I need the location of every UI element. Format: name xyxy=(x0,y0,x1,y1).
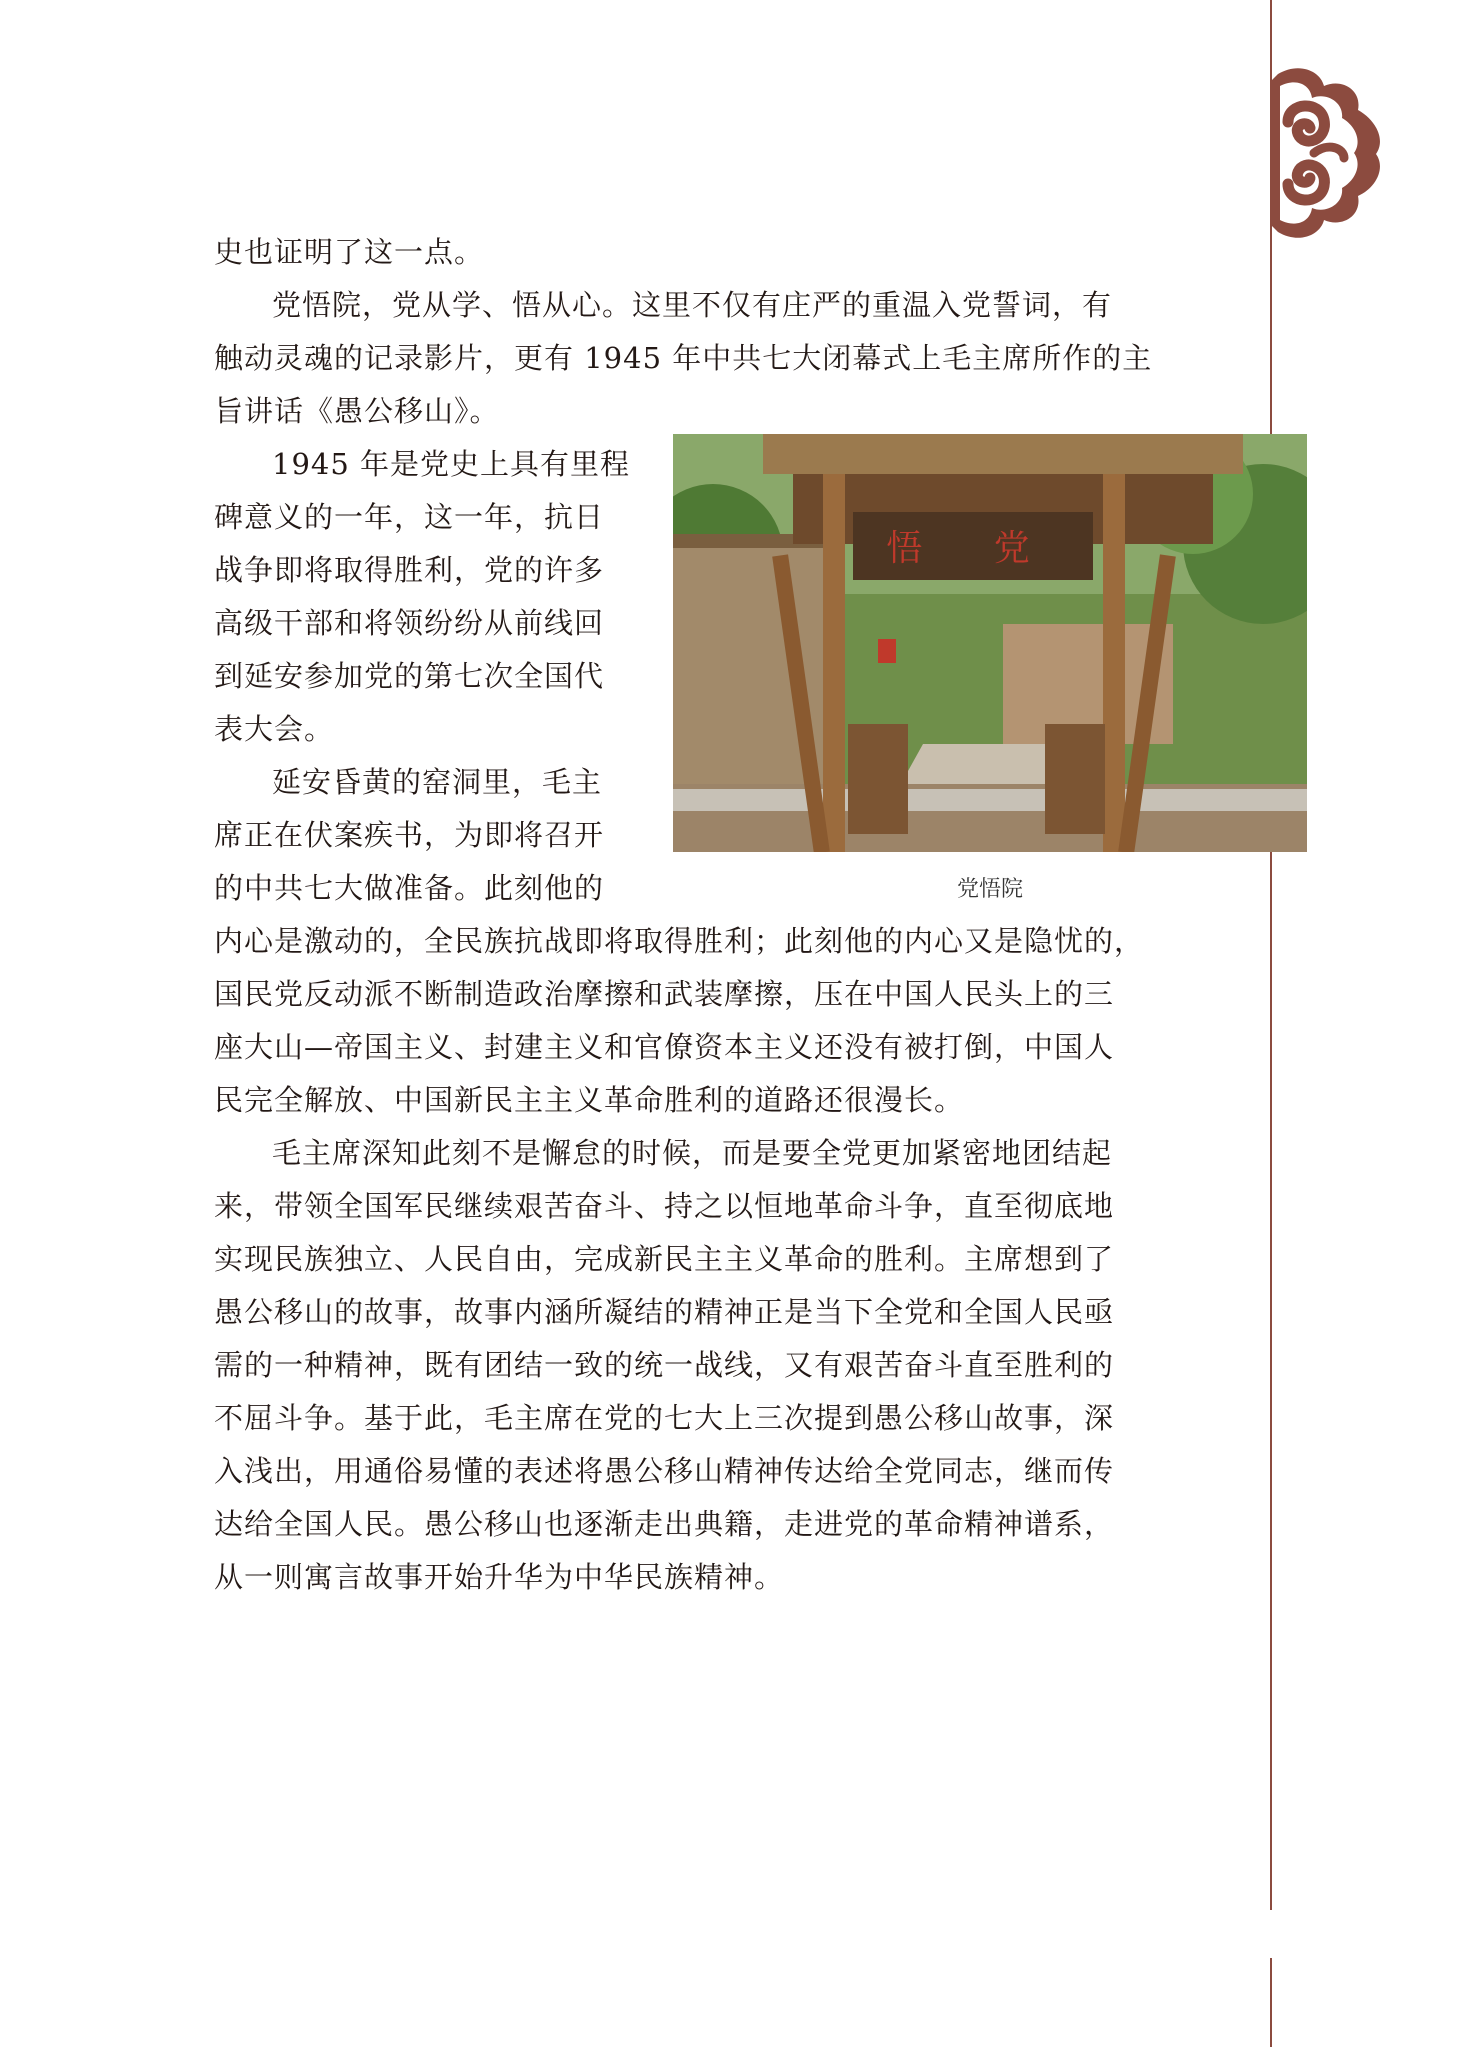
paragraph-line: 从一则寓言故事开始升华为中华民族精神。 xyxy=(214,1560,785,1594)
paragraph-line: 达给全国人民。愚公移山也逐渐走出典籍，走进党的革命精神谱系， xyxy=(214,1507,1115,1541)
photo-caption: 党悟院 xyxy=(956,877,1023,902)
paragraph-line: 战争即将取得胜利，党的许多 xyxy=(214,553,605,587)
gate-sign-text: 悟 党 xyxy=(886,528,1060,569)
paragraph-line: 的中共七大做准备。此刻他的 xyxy=(214,871,605,905)
paragraph-line: 愚公移山的故事，故事内涵所凝结的精神正是当下全党和全国人民亟 xyxy=(214,1295,1115,1329)
paragraph-line: 实现民族独立、人民自由，完成新民主主义革命的胜利。主席想到了 xyxy=(214,1242,1115,1276)
paragraph-line: 高级干部和将领纷纷从前线回 xyxy=(214,606,605,640)
paragraph-line: 毛主席深知此刻不是懈怠的时候，而是要全党更加紧密地团结起 xyxy=(272,1136,1113,1170)
paragraph-line: 国民党反动派不断制造政治摩擦和武装摩擦，压在中国人民头上的三 xyxy=(214,977,1115,1011)
paragraph-line: 1945 年是党史上具有里程 xyxy=(272,447,631,481)
paragraph-line: 延安昏黄的窑洞里，毛主 xyxy=(272,765,603,799)
paragraph-line: 入浅出，用通俗易懂的表述将愚公移山精神传达给全党同志，继而传 xyxy=(214,1454,1115,1488)
paragraph-line: 旨讲话《愚公移山》。 xyxy=(214,394,500,428)
paragraph-line: 表大会。 xyxy=(214,712,335,746)
paragraph-line: 史也证明了这一点。 xyxy=(214,235,485,269)
margin-rule-lower xyxy=(1270,1958,1272,2047)
paragraph-line: 需的一种精神，既有团结一致的统一战线，又有艰苦奋斗直至胜利的 xyxy=(214,1348,1115,1382)
paragraph-line: 碑意义的一年，这一年，抗日 xyxy=(214,500,605,534)
photo-dangwuyuan-gate xyxy=(673,434,1307,852)
paragraph-line: 内心是激动的，全民族抗战即将取得胜利；此刻他的内心又是隐忧的， xyxy=(214,924,1145,958)
paragraph-line: 民完全解放、中国新民主主义革命胜利的道路还很漫长。 xyxy=(214,1083,965,1117)
paragraph-line: 席正在伏案疾书，为即将召开 xyxy=(214,818,605,852)
cloud-scroll-ornament-icon xyxy=(1258,62,1386,244)
paragraph-line: 触动灵魂的记录影片，更有 1945 年中共七大闭幕式上毛主席所作的主 xyxy=(214,341,1153,375)
paragraph-line: 座大山—帝国主义、封建主义和官僚资本主义还没有被打倒，中国人 xyxy=(214,1030,1115,1064)
paragraph-line: 来，带领全国军民继续艰苦奋斗、持之以恒地革命斗争，直至彻底地 xyxy=(214,1189,1115,1223)
paragraph-line: 党悟院，党从学、悟从心。这里不仅有庄严的重温入党誓词，有 xyxy=(272,288,1113,322)
paragraph-line: 不屈斗争。基于此，毛主席在党的七大上三次提到愚公移山故事，深 xyxy=(214,1401,1115,1435)
paragraph-line: 到延安参加党的第七次全国代 xyxy=(214,659,605,693)
margin-rule xyxy=(1270,0,1272,1910)
